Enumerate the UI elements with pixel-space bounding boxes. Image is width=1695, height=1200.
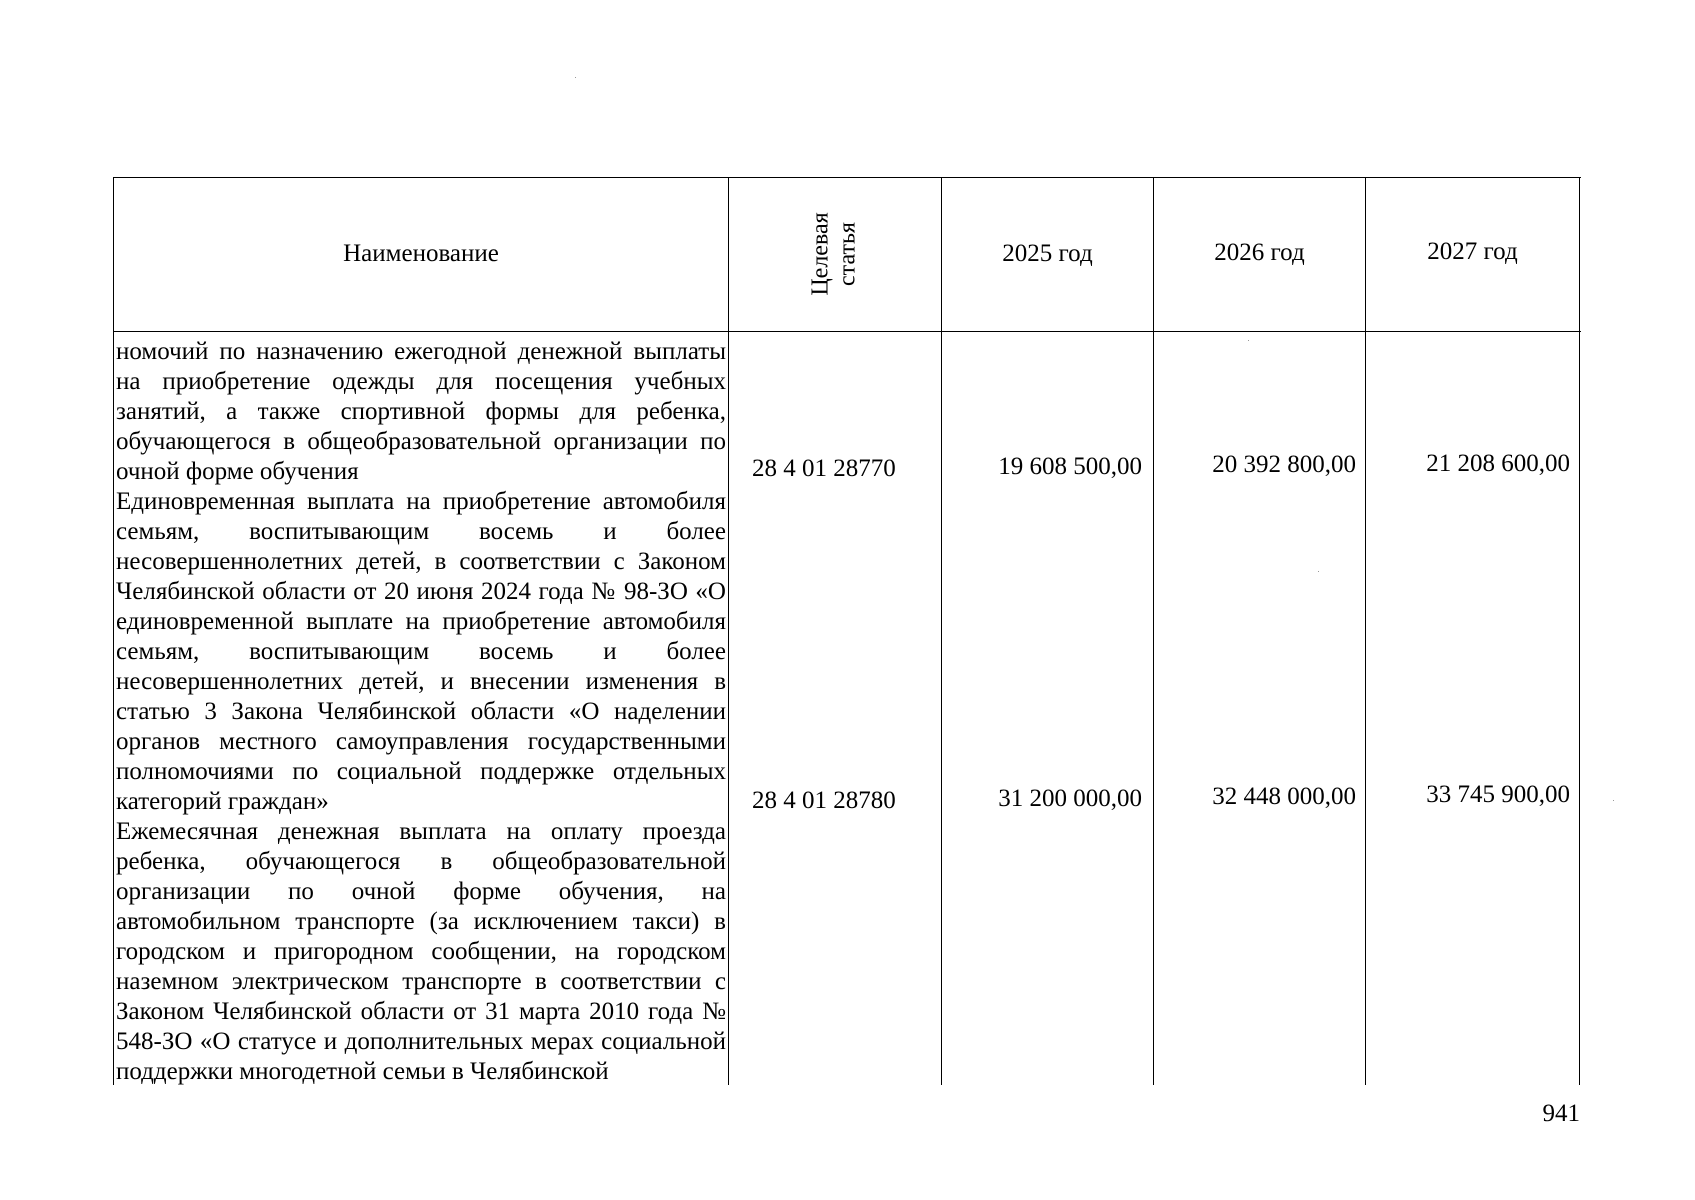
page-number: 941 <box>1542 1100 1580 1127</box>
scan-speck <box>1613 800 1614 801</box>
header-year-2026: 2026 год <box>1214 239 1305 266</box>
row-2027-1: 21 208 600,00 <box>1426 450 1570 477</box>
header-target-article-line2: статья <box>834 222 861 286</box>
row-name-3: Ежемесячная денежная выплата на оплату проезда ребенка, обучающегося в общеобразовательной организации по очной форме обучения, на автомобильном транспорте (за исключением такси) в городском и пригородном сообщении, на городском наземном электрическом транспорте в соответствии с Законом Челябинской области от 31 марта 2010 года № 548-ЗО «О статусе и дополнительных мерах социальной поддержки многодетной семьи в Челябинской <box>116 818 726 1085</box>
name-column <box>116 337 726 1087</box>
header-target-article <box>729 177 941 331</box>
row-2026-1: 20 392 800,00 <box>1212 451 1356 478</box>
scan-speck <box>1318 571 1319 572</box>
header-year-2027: 2027 год <box>1427 238 1518 265</box>
header-year-2025: 2025 год <box>1002 240 1093 267</box>
row-2025-2: 31 200 000,00 <box>998 785 1142 812</box>
table-right-border <box>1579 177 1580 1085</box>
header-bottom-border <box>114 331 1581 332</box>
row-2026-2: 32 448 000,00 <box>1212 783 1356 810</box>
scan-speck <box>575 77 576 78</box>
header-name: Наименование <box>343 240 499 267</box>
row-name-1: номочий по назначению ежегодной денежной выплаты на приобретение одежды для посещения учебных занятий, а также спортивной формы для ребенка, обучающегося в общеобразовательной организации по очной форме обучения <box>116 338 726 485</box>
row-code-1: 28 4 01 28770 <box>752 455 896 482</box>
row-2025-1: 19 608 500,00 <box>998 453 1142 480</box>
header-target-article-text <box>808 212 862 295</box>
scan-speck <box>1248 340 1249 341</box>
row-2027-2: 33 745 900,00 <box>1426 781 1570 808</box>
row-code-2: 28 4 01 28780 <box>752 787 896 814</box>
header-target-article-line1: Целевая <box>807 212 834 296</box>
row-name-2: Единовременная выплата на приобретение автомобиля семьям, воспитывающим восемь и более несовершеннолетних детей, в соответствии с Законом Челябинской области от 20 июня 2024 года № 98-ЗО «О единовременной выплате на приобретение автомобиля семьям, воспитывающим восемь и более несовершеннолетних детей, и внесении изменения в статью 3 Закона Челябинской области «О наделении органов местного самоуправления государственными полномочиями по социальной поддержке отдельных категорий граждан» <box>116 488 726 815</box>
